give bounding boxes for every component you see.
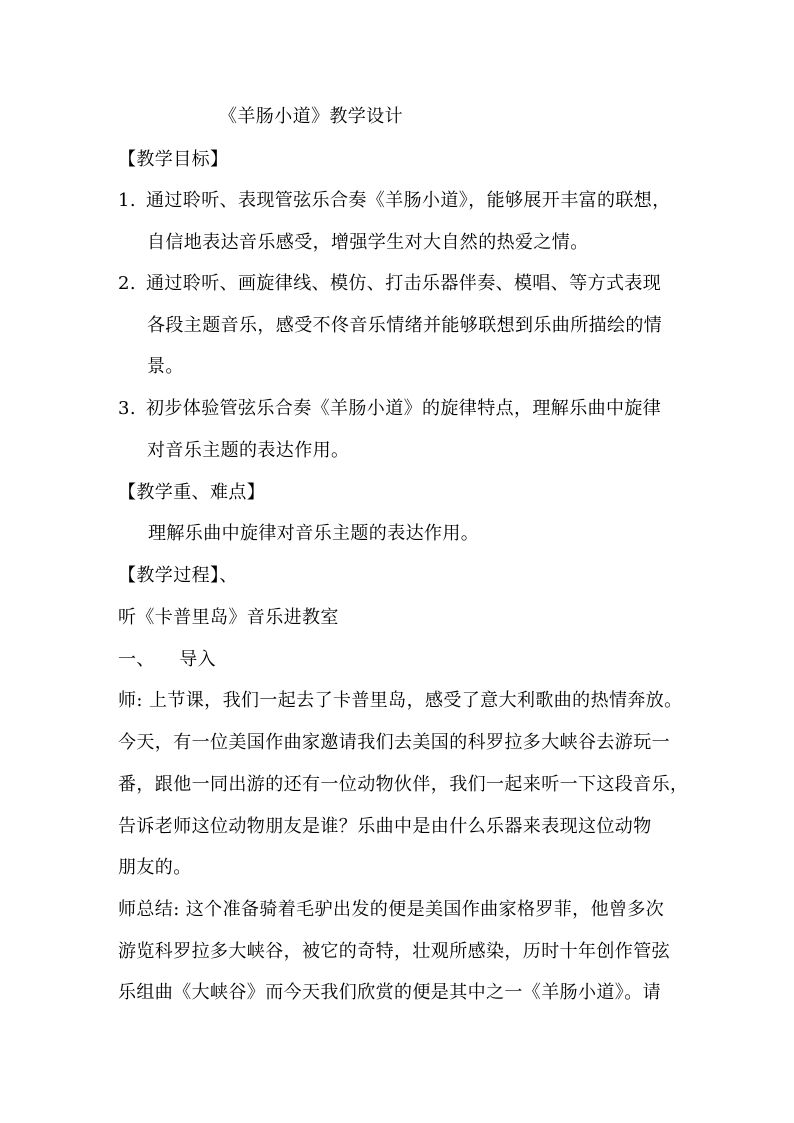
document-title: 《羊肠小道》教学设计	[219, 106, 403, 127]
objective-2-text-1: 通过聆听、画旋律线、模仿、打击乐器伴奏、模唱、等方式表现	[146, 273, 662, 294]
objective-3-text-1: 初步体验管弦乐合奏《羊肠小道》的旋律特点，理解乐曲中旋律	[146, 398, 662, 419]
objective-3-number: 3.	[118, 398, 136, 419]
teacher-para-1-line-5: 朋友的。	[118, 857, 192, 878]
objective-2-text-2: 各段主题音乐，感受不佟音乐情绪并能够联想到乐曲所描绘的情	[147, 315, 663, 336]
process-intro: 听《卡普里岛》音乐进教室	[118, 607, 339, 628]
objective-2-line-1	[118, 272, 678, 296]
objective-3-text-2: 对音乐主题的表达作用。	[147, 440, 350, 461]
objective-1-text-2: 自信地表达音乐感受，增强学生对大自然的热爱之情。	[147, 232, 589, 253]
section-heading-key-points: 【教学重、难点】	[118, 482, 266, 503]
objective-3-line-1	[118, 397, 678, 421]
teacher-para-1-line-3: 番，跟他一同出游的还有一位动物伙伴，我们一起来听一下这段音乐，	[118, 774, 689, 795]
teacher-para-1-line-1: 师: 上节课，我们一起去了卡普里岛，感受了意大利歌曲的热情奔放。	[118, 690, 683, 711]
teacher-para-1-line-2: 今天，有一位美国作曲家邀请我们去美国的科罗拉多大峡谷去游玩一	[118, 732, 670, 753]
teacher-para-1-line-4: 告诉老师这位动物朋友是谁？乐曲中是由什么乐器来表现这位动物	[118, 816, 652, 837]
step-1-heading: 一、 导入	[118, 649, 217, 670]
objective-1-line-1	[118, 189, 678, 213]
teacher-para-2-line-1: 师总结: 这个准备骑着毛驴出发的便是美国作曲家格罗菲，他曾多次	[118, 899, 665, 920]
objective-1-text-1: 通过聆听、表现管弦乐合奏《羊肠小道》，能够展开丰富的联想，	[146, 190, 671, 211]
objective-2-number: 2.	[118, 273, 136, 294]
section-heading-objectives: 【教学目标】	[118, 149, 229, 170]
teacher-para-2-line-3: 乐组曲《大峡谷》而今天我们欣赏的便是其中之一《羊肠小道》。请	[118, 982, 661, 1003]
key-points-text: 理解乐曲中旋律对音乐主题的表达作用。	[148, 523, 480, 544]
objective-1-number: 1.	[118, 190, 136, 211]
section-heading-process: 【教学过程】、	[118, 565, 238, 586]
objective-2-text-3: 景。	[147, 356, 184, 377]
teacher-para-2-line-2: 游览科罗拉多大峡谷，被它的奇特，壮观所感染，历时十年创作管弦	[118, 941, 670, 962]
